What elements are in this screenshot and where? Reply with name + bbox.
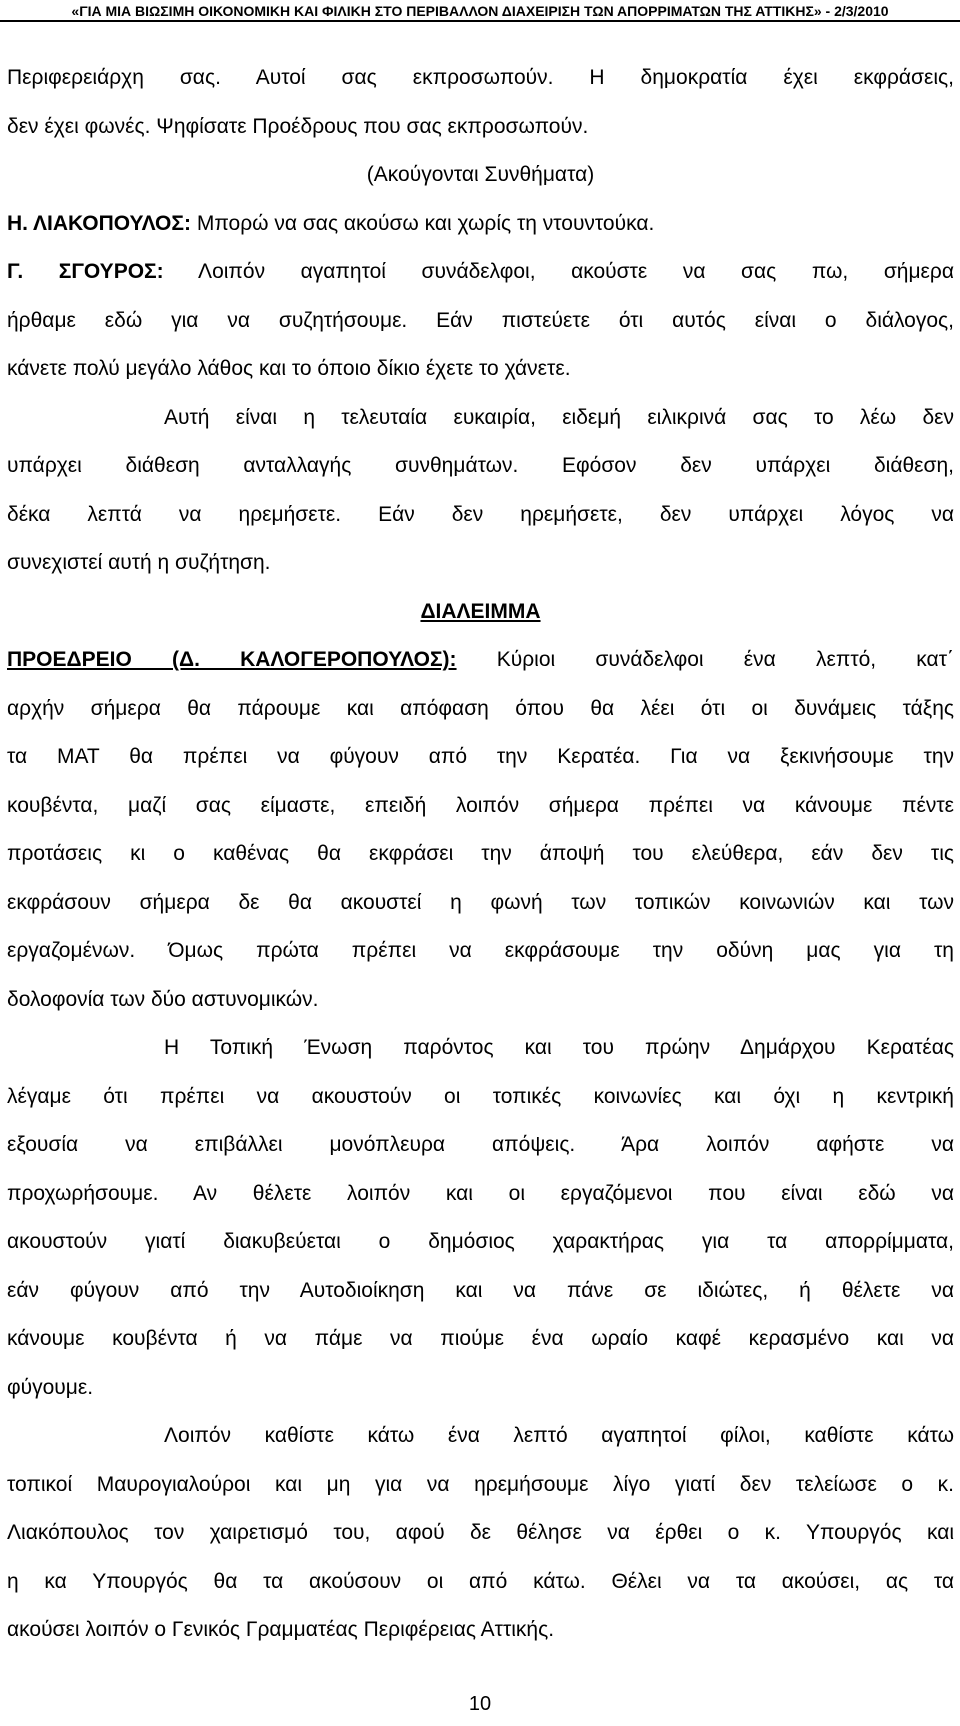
speech-text: Λοιπόν αγαπητοί συνάδελφοι, ακούστε να σας πω, σήμερα bbox=[163, 260, 955, 283]
page-number: 10 bbox=[468, 1693, 492, 1715]
document-header: «ΓΙΑ ΜΙΑ ΒΙΩΣΙΜΗ ΟΙΚΟΝΟΜΙΚΗ ΚΑΙ ΦΙΛΙΚΗ ΣΤΟ ΠΕΡΙΒΑΛΛΟΝ ΔΙΑΧΕΙΡΙΣΗ ΤΩΝ ΑΠΟΡΡΙΜΑΤΩΝ ΤΗΣ ΑΤΤΙΚΗΣ» - 2/3/2010 bbox=[0, 0, 960, 22]
text-line: Περιφερειάρχη σας. Αυτοί σας εκπροσωπούν. Η δημοκρατία έχει εκφράσεις, bbox=[7, 66, 954, 89]
text-line: εκφράσουν σήμερα δε θα ακουστεί η φωνή των τοπικών κοινωνιών και των bbox=[7, 890, 954, 914]
speech-text: Κύριοι συνάδελφοι ένα λεπτό, κατ΄ bbox=[456, 648, 954, 671]
text-line: δέκα λεπτά να ηρεμήσετε. Εάν δεν ηρεμήσετε, δεν υπάρχει λόγος να bbox=[7, 502, 954, 526]
speaker-line bbox=[7, 636, 954, 685]
document-body bbox=[7, 54, 954, 1655]
text-line: Αυτή είναι η τελευταία ευκαιρία, ειδεμή ειλικρινά σας το λέω δεν bbox=[164, 405, 954, 429]
text-line: εάν φύγουν από την Αυτοδιοίκηση και να πάνε σε ιδιώτες, ή θέλετε να bbox=[7, 1278, 954, 1302]
text-line: Λοιπόν καθίστε κάτω ένα λεπτό αγαπητοί φίλοι, καθίστε κάτω bbox=[164, 1424, 954, 1447]
speech-text: Μπορώ να σας ακούσω και χωρίς τη ντουντούκα. bbox=[191, 211, 655, 235]
text-line: συνεχιστεί αυτή η συζήτηση. bbox=[7, 551, 271, 574]
text-line: δολοφονία των δύο αστυνομικών. bbox=[7, 987, 319, 1011]
text-line: δεν έχει φωνές. Ψηφίσατε Προέδρους που σας εκπροσωπούν. bbox=[7, 114, 589, 138]
text-line: εξουσία να επιβάλλει μονόπλευρα απόψεις. Άρα λοιπόν αφήστε να bbox=[7, 1133, 954, 1156]
section-heading: ΔΙΑΛΕΙΜΜΑ bbox=[420, 599, 541, 623]
speaker-line bbox=[7, 248, 954, 297]
text-line: τοπικοί Μαυρογιαλούροι και μη για να ηρεμήσουμε λίγο γιατί δεν τελείωσε ο κ. bbox=[7, 1472, 954, 1496]
text-line: τα ΜΑΤ θα πρέπει να φύγουν από την Κερατέα. Για να ξεκινήσουμε την bbox=[7, 745, 954, 768]
speaker-name: Γ. ΣΓΟΥΡΟΣ: bbox=[7, 260, 164, 283]
stage-direction: (Ακούγονται Συνθήματα) bbox=[366, 163, 595, 186]
text-line: υπάρχει διάθεση ανταλλαγής συνθημάτων. Εφόσον δεν υπάρχει διάθεση, bbox=[7, 454, 954, 477]
text-line: ήρθαμε εδώ για να συζητήσουμε. Εάν πιστεύετε ότι αυτός είναι ο διάλογος, bbox=[7, 308, 954, 332]
text-line: προχωρήσουμε. Αν θέλετε λοιπόν και οι εργαζόμενοι που είναι εδώ να bbox=[7, 1181, 954, 1205]
speaker-name: ΠΡΟΕΔΡΕΙΟ (Δ. ΚΑΛΟΓΕΡΟΠΟΥΛΟΣ): bbox=[7, 648, 457, 671]
text-line: η κα Υπουργός θα τα ακούσουν οι από κάτω. Θέλει να τα ακούσει, ας τα bbox=[7, 1569, 954, 1593]
text-line: κουβέντα, μαζί σας είμαστε, επειδή λοιπόν σήμερα πρέπει να κάνουμε πέντε bbox=[7, 793, 954, 817]
speaker-line bbox=[7, 200, 954, 249]
text-line: λέγαμε ότι πρέπει να ακουστούν οι τοπικές κοινωνίες και όχι η κεντρική bbox=[7, 1084, 954, 1108]
text-line: φύγουμε. bbox=[7, 1375, 94, 1399]
text-line: προτάσεις κι ο καθένας θα εκφράσει την άποψή του ελεύθερα, εάν δεν τις bbox=[7, 842, 954, 865]
text-line: Λιακόπουλος τον χαιρετισμό του, αφού δε θέλησε να έρθει ο κ. Υπουργός και bbox=[7, 1521, 954, 1544]
text-line: κάνετε πολύ μεγάλο λάθος και το όποιο δίκιο έχετε το χάνετε. bbox=[7, 357, 571, 380]
speaker-name: Η. ΛΙΑΚΟΠΟΥΛΟΣ: bbox=[7, 211, 191, 235]
text-line: κάνουμε κουβέντα ή να πάμε να πιούμε ένα ωραίο καφέ κερασμένο και να bbox=[7, 1327, 954, 1350]
text-line: Η Τοπική Ένωση παρόντος και του πρώην Δημάρχου Κερατέας bbox=[164, 1036, 954, 1059]
text-line: ακούσει λοιπόν ο Γενικός Γραμματέας Περιφέρειας Αττικής. bbox=[7, 1618, 555, 1641]
text-line: αρχήν σήμερα θα πάρουμε και απόφαση όπου θα λέει ότι οι δυνάμεις τάξης bbox=[7, 696, 954, 720]
text-line: εργαζομένων. Όμως πρώτα πρέπει να εκφράσουμε την οδύνη μας για τη bbox=[7, 939, 954, 962]
text-line: ακουστούν γιατί διακυβεύεται ο δημόσιος χαρακτήρας για τα απορρίμματα, bbox=[7, 1230, 954, 1253]
